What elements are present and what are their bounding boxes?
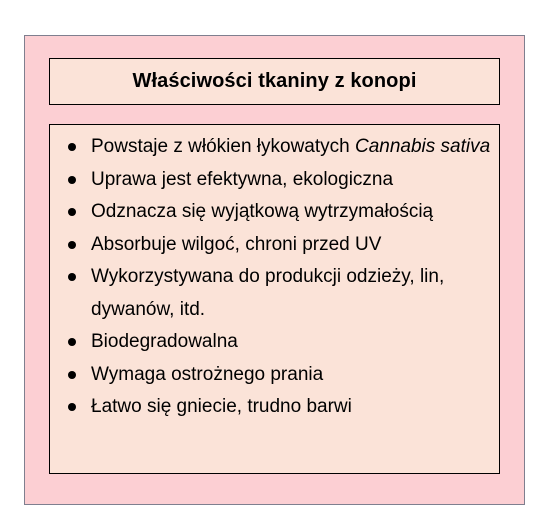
- list-item: [50, 196, 499, 229]
- page-title: Właściwości tkaniny z konopi: [132, 70, 417, 92]
- list-item-text: Biodegradowalna: [91, 331, 238, 352]
- list-item: [50, 359, 499, 392]
- bullet-icon: [68, 241, 76, 249]
- list-item: [50, 391, 499, 424]
- list-item: [50, 229, 499, 262]
- list-item: [50, 326, 499, 359]
- list-item-text: Powstaje z włókien łykowatych: [91, 136, 355, 157]
- properties-list-box: [49, 124, 500, 474]
- list-item: [50, 261, 499, 326]
- list-item: [50, 131, 499, 164]
- list-item: [50, 164, 499, 197]
- bullet-icon: [68, 176, 76, 184]
- bullet-icon: [68, 403, 76, 411]
- list-item-text: Absorbuje wilgoć, chroni przed UV: [91, 233, 382, 255]
- bullet-icon: [68, 338, 76, 346]
- list-item-text: Uprawa jest efektywna, ekologiczna: [91, 168, 394, 190]
- list-item-text: Odznacza się wyjątkową wytrzymałością: [91, 201, 434, 222]
- properties-list: [50, 131, 499, 424]
- list-item-italic-text: Cannabis sativa: [355, 136, 491, 157]
- list-item-text: Łatwo się gniecie, trudno barwi: [91, 396, 352, 417]
- bullet-icon: [68, 273, 76, 281]
- list-item-text: Wykorzystywana do produkcji odzieży, lin, dywanów, itd.: [91, 266, 445, 320]
- list-item-text: Wymaga ostrożnego prania: [91, 363, 324, 385]
- bullet-icon: [68, 208, 76, 216]
- title-box: [49, 58, 500, 105]
- bullet-icon: [68, 371, 76, 379]
- bullet-icon: [68, 143, 76, 151]
